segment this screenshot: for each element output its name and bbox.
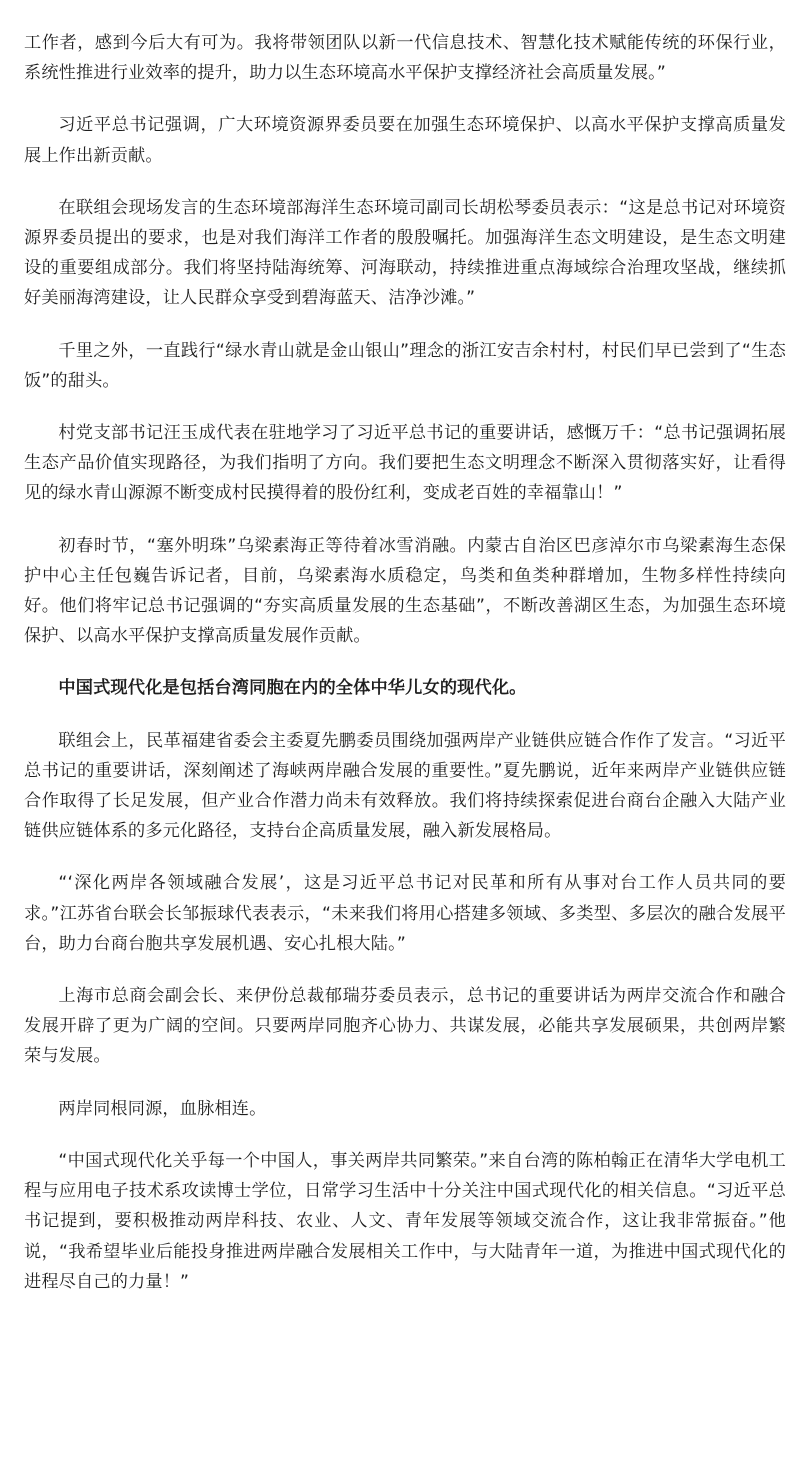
paragraph: 习近平总书记强调，广大环境资源界委员要在加强生态环境保护、以高水平保护支撑高质量发展上作出新贡献。 <box>24 115 786 166</box>
paragraph: 在联组会现场发言的生态环境部海洋生态环境司副司长胡松琴委员表示：“这是总书记对环境资源界委员提出的要求，也是对我们海洋工作者的殷殷嘱托。加强海洋生态文明建设，是生态文明建设的重要组成部分。我们将坚持陆海统筹、河海联动，持续推进重点海域综合治理攻坚战，继续抓好美丽海湾建设，让人民群众享受到碧海蓝天、洁净沙滩。” <box>24 197 786 309</box>
paragraph-continuation: 工作者，感到今后大有可为。我将带领团队以新一代信息技术、智慧化技术赋能传统的环保行业，系统性推进行业效率的提升，助力以生态环境高水平保护支撑经济社会高质量发展。” <box>24 33 786 84</box>
paragraph: 联组会上，民革福建省委会主委夏先鹏委员围绕加强两岸产业链供应链合作作了发言。“习近平总书记的重要讲话，深刻阐述了海峡两岸融合发展的重要性。”夏先鹏说，近年来两岸产业链供应链合作取得了长足发展，但产业合作潜力尚未有效释放。我们将持续探索促进台商台企融入大陆产业链供应链体系的多元化路径，支持台企高质量发展，融入新发展格局。 <box>24 730 786 842</box>
paragraph: “中国式现代化关乎每一个中国人，事关两岸共同繁荣。”来自台湾的陈柏翰正在清华大学电机工程与应用电子技术系攻读博士学位，日常学习生活中十分关注中国式现代化的相关信息。“习近平总书记提到，要积极推动两岸科技、农业、人文、青年发展等领域交流合作，这让我非常振奋。”他说，“我希望毕业后能投身推进两岸融合发展相关工作中，与大陆青年一道，为推进中国式现代化的进程尽自己的力量！” <box>24 1150 786 1292</box>
section-heading: 中国式现代化是包括台湾同胞在内的全体中华儿女的现代化。 <box>58 678 527 699</box>
paragraph: 上海市总商会副会长、来伊份总裁郁瑞芬委员表示，总书记的重要讲话为两岸交流合作和融合发展开辟了更为广阔的空间。只要两岸同胞齐心协力、共谋发展，必能共享发展硕果，共创两岸繁荣与发展。 <box>24 986 786 1067</box>
paragraph: “‘深化两岸各领域融合发展’，这是习近平总书记对民革和所有从事对台工作人员共同的要求。”江苏省台联会长邹振球代表表示，“未来我们将用心搭建多领域、多类型、多层次的融合发展平台，助力台商台胞共享发展机遇、安心扎根大陆。” <box>24 873 786 954</box>
paragraph: 村党支部书记汪玉成代表在驻地学习了习近平总书记的重要讲话，感慨万千：“总书记强调拓展生态产品价值实现路径，为我们指明了方向。我们要把生态文明理念不断深入贯彻落实好，让看得见的绿水青山源源不断变成村民摸得着的股份红利，变成老百姓的幸福靠山！” <box>24 423 786 504</box>
paragraph: 初春时节，“塞外明珠”乌梁素海正等待着冰雪消融。内蒙古自治区巴彦淖尔市乌梁素海生态保护中心主任包巍告诉记者，目前，乌梁素海水质稳定，鸟类和鱼类种群增加，生物多样性持续向好。他们将牢记总书记强调的“夯实高质量发展的生态基础”，不断改善湖区生态，为加强生态环境保护、以高水平保护支撑高质量发展作贡献。 <box>24 535 786 647</box>
paragraph: 千里之外，一直践行“绿水青山就是金山银山”理念的浙江安吉余村村，村民们早已尝到了“生态饭”的甜头。 <box>24 340 786 391</box>
paragraph: 两岸同根同源，血脉相连。 <box>58 1098 267 1119</box>
